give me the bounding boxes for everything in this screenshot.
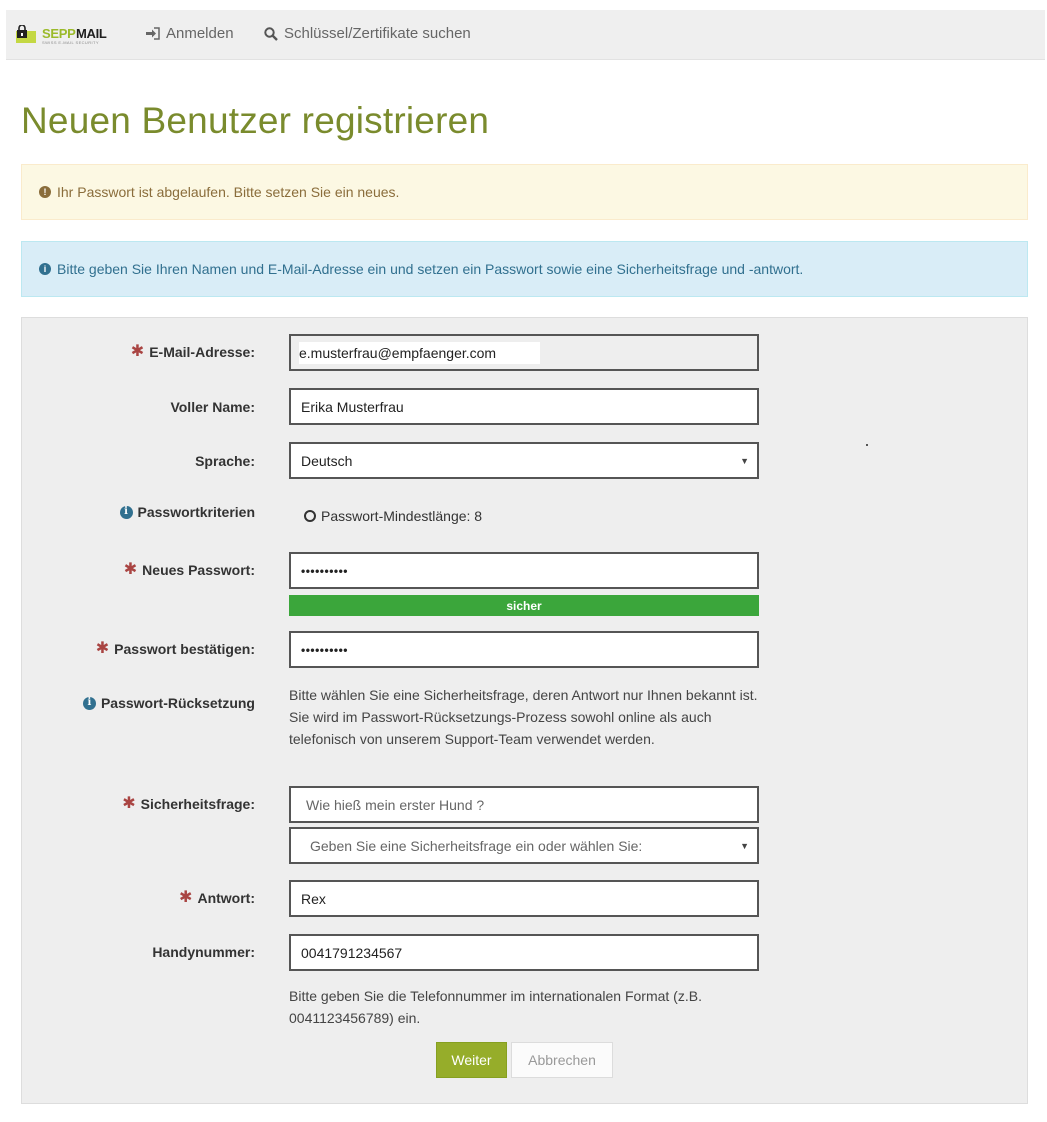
search-icon: [264, 27, 278, 41]
answer-label: [179, 890, 255, 906]
logo-brand-sepp: SEPP: [42, 26, 76, 41]
security-question-value: Wie hieß mein erster Hund ?: [306, 796, 485, 813]
circle-outline-icon: [304, 510, 316, 522]
language-value: Deutsch: [301, 452, 353, 469]
security-question-select[interactable]: [289, 827, 759, 864]
new-password-value: ••••••••••: [301, 563, 349, 578]
confirm-password-label-text: Passwort bestätigen:: [114, 641, 255, 657]
info-icon: i: [83, 697, 96, 710]
confirm-password-label: [96, 641, 255, 657]
fullname-label-text: Voller Name:: [170, 399, 255, 415]
nav-search-label: Schlüssel/Zertifikate suchen: [284, 25, 471, 42]
required-asterisk-icon: ✱: [123, 561, 138, 578]
sign-in-icon: [146, 27, 160, 40]
password-expired-text: Ihr Passwort ist abgelaufen. Bitte setzen Sie ein neues.: [57, 184, 400, 200]
required-asterisk-icon: ✱: [179, 889, 193, 906]
language-label: [195, 453, 255, 469]
password-criteria-item: [304, 508, 482, 524]
password-reset-label-text: Passwort-Rücksetzung: [100, 695, 255, 711]
registration-form: [21, 317, 1028, 1104]
password-criteria-text: Passwort-Mindestlänge: 8: [321, 508, 483, 524]
mobile-field[interactable]: [289, 934, 759, 971]
instructions-text: Bitte geben Sie Ihren Namen und E-Mail-Adresse ein und setzen ein Passwort sowie eine Sicherheitsfrage und -antwort.: [57, 261, 804, 277]
required-asterisk-icon: ✱: [130, 343, 145, 360]
info-icon: i: [120, 506, 133, 519]
logo-brand-mail: MAIL: [76, 26, 107, 41]
stray-dot: [866, 444, 868, 446]
security-question-input[interactable]: [289, 786, 759, 823]
nav-login-label: Anmelden: [166, 25, 234, 42]
confirm-password-field[interactable]: [289, 631, 759, 668]
mobile-value: 0041791234567: [301, 944, 403, 961]
cancel-button[interactable]: Abbrechen: [511, 1042, 613, 1078]
password-criteria-label: [120, 504, 256, 520]
top-navbar: [6, 10, 1045, 60]
answer-field[interactable]: [289, 880, 759, 917]
chevron-down-icon: ▼: [740, 456, 749, 466]
password-reset-help: Bitte wählen Sie eine Sicherheitsfrage, deren Antwort nur Ihnen bekannt ist. Sie wird im Passwort-Rücksetzungs-Prozess sowohl online als auch telefonisch von unserem Support-Team verwendet werden.: [289, 687, 758, 747]
answer-value: Rex: [301, 890, 326, 907]
logo-tagline: SWISS E-MAIL SECURITY: [42, 40, 99, 45]
password-expired-alert: [21, 164, 1028, 220]
nav-search-link[interactable]: [264, 25, 471, 42]
fullname-label: [170, 399, 255, 415]
new-password-field[interactable]: [289, 552, 759, 589]
continue-button[interactable]: Weiter: [436, 1042, 507, 1078]
security-question-label-text: Sicherheitsfrage:: [140, 796, 255, 812]
required-asterisk-icon: ✱: [95, 640, 110, 657]
email-value: e.musterfrau@empfaenger.com: [299, 342, 540, 364]
email-label-text: E-Mail-Adresse:: [149, 344, 255, 360]
chevron-down-icon: ▼: [740, 841, 749, 851]
language-label-text: Sprache:: [195, 453, 255, 469]
seppmail-logo[interactable]: [16, 25, 120, 45]
password-reset-label: [83, 695, 255, 711]
new-password-label-text: Neues Passwort:: [142, 562, 255, 578]
mobile-label: [152, 944, 255, 960]
info-circle-icon: i: [39, 263, 51, 275]
security-question-label: [122, 796, 255, 812]
password-strength-bar: sicher: [289, 595, 759, 616]
lock-logo-icon: [16, 25, 36, 43]
language-select[interactable]: [289, 442, 759, 479]
mobile-label-text: Handynummer:: [152, 944, 255, 960]
security-question-select-value: Geben Sie eine Sicherheitsfrage ein oder wählen Sie:: [310, 837, 643, 854]
password-criteria-label-text: Passwortkriterien: [137, 504, 255, 520]
confirm-password-value: ••••••••••: [301, 642, 349, 657]
nav-login-link[interactable]: [146, 25, 234, 42]
fullname-value: Erika Musterfrau: [301, 398, 404, 415]
new-password-label: [124, 562, 255, 578]
instructions-alert: [21, 241, 1028, 297]
answer-label-text: Antwort:: [197, 890, 255, 906]
mobile-help: Bitte geben Sie die Telefonnummer im internationalen Format (z.B. 0041123456789) ein.: [289, 988, 702, 1026]
email-field[interactable]: [289, 334, 759, 371]
required-asterisk-icon: ✱: [122, 795, 136, 812]
email-label: [131, 344, 255, 360]
fullname-field[interactable]: [289, 388, 759, 425]
exclamation-circle-icon: !: [39, 186, 51, 198]
page-title: Neuen Benutzer registrieren: [21, 100, 490, 141]
